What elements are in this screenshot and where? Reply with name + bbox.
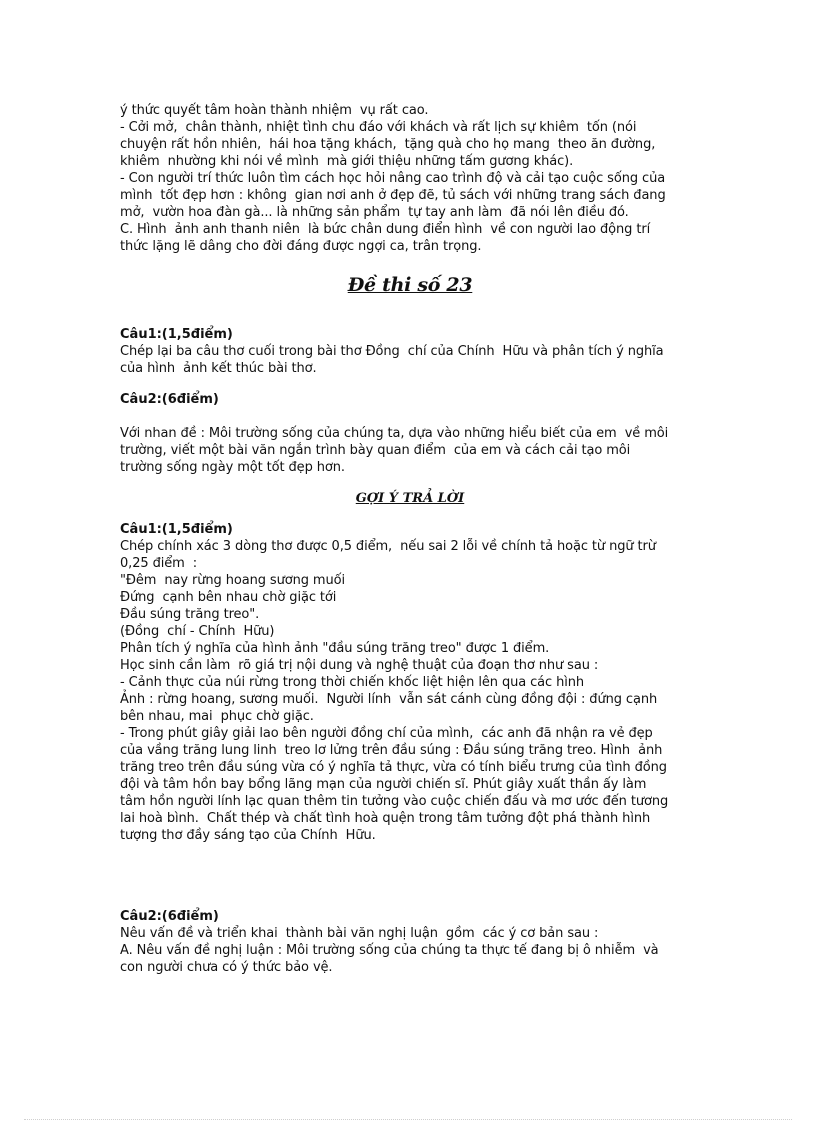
- text-line: mở, vườn hoa đàn gà... là những sản phẩm tự tay anh làm đã nói lên điều đó.: [120, 205, 629, 220]
- answer-1-label: Câu1:(1,5điểm): [120, 522, 233, 537]
- text-line: đội và tâm hồn bay bổng lãng mạn của người chiến sĩ. Phút giây xuất thần ấy làm: [120, 777, 647, 792]
- text-line: A. Nêu vấn đề nghị luận : Môi trường sống của chúng ta thực tế đang bị ô nhiễm và: [120, 943, 659, 958]
- text-line: Ảnh : rừng hoang, sương muối. Người lính vẫn sát cánh cùng đồng đội : đứng cạnh: [120, 692, 658, 707]
- text-line: Chép lại ba câu thơ cuối trong bài thơ Đồng chí của Chính Hữu và phân tích ý nghĩa: [120, 344, 664, 359]
- text-line: trăng treo trên đầu súng vừa có ý nghĩa tả thực, vừa có tính biểu trưng của tình đồng: [120, 760, 667, 775]
- poem-line: "Đêm nay rừng hoang sương muối: [120, 573, 345, 588]
- text-line: - Trong phút giây giải lao bên người đồng chí của mình, các anh đã nhận ra vẻ đẹp: [120, 726, 653, 741]
- answer-2-label: Câu2:(6điểm): [120, 909, 219, 924]
- text-line: Phân tích ý nghĩa của hình ảnh "đầu súng trăng treo" được 1 điểm.: [120, 641, 550, 656]
- text-line: - Cảnh thực của núi rừng trong thời chiến khốc liệt hiện lên qua các hình: [120, 675, 585, 690]
- text-line: trường sống ngày một tốt đẹp hơn.: [120, 460, 345, 475]
- text-line: con người chưa có ý thức bảo vệ.: [120, 960, 333, 975]
- intro-paragraph: [120, 102, 700, 255]
- text-line: bên nhau, mai phục chờ giặc.: [120, 709, 314, 724]
- text-line: 0,25 điểm :: [120, 556, 198, 571]
- text-line: - Cởi mở, chân thành, nhiệt tình chu đáo với khách và rất lịch sự khiêm tốn (nói: [120, 120, 637, 135]
- question-2: [120, 391, 700, 476]
- exam-title: Đề thi số 23: [347, 274, 473, 296]
- poem-line: Đứng cạnh bên nhau chờ giặc tới: [120, 590, 337, 605]
- text-line: ý thức quyết tâm hoàn thành nhiệm vụ rất cao.: [120, 103, 429, 118]
- text-line: trường, viết một bài văn ngắn trình bày quan điểm của em và cách cải tạo môi: [120, 443, 631, 458]
- question-2-label: Câu2:(6điểm): [120, 392, 219, 407]
- text-line: lai hoà bình. Chất thép và chất tình hoà quện trong tâm tưởng đột phá thành hình: [120, 811, 651, 826]
- text-line: thức lặng lẽ dâng cho đời đáng được ngợi ca, trân trọng.: [120, 239, 482, 254]
- poem-line: Đầu súng trăng treo".: [120, 607, 260, 622]
- text-line: tâm hồn người lính lạc quan thêm tin tưởng vào cuộc chiến đấu và mơ ước đến tương: [120, 794, 669, 809]
- text-line: chuyện rất hồn nhiên, hái hoa tặng khách, tặng quà cho họ mang theo ăn đường,: [120, 137, 656, 152]
- text-line: tượng thơ đầy sáng tạo của Chính Hữu.: [120, 828, 376, 843]
- answer-1: [120, 521, 700, 844]
- text-line: khiêm nhường khi nói về mình mà giới thiệu những tấm gương khác).: [120, 154, 574, 169]
- question-1: [120, 326, 700, 377]
- text-line: của hình ảnh kết thúc bài thơ.: [120, 361, 317, 376]
- text-line: Học sinh cần làm rõ giá trị nội dung và nghệ thuật của đoạn thơ như sau :: [120, 658, 599, 673]
- text-line: - Con người trí thức luôn tìm cách học hỏi nâng cao trình độ và cải tạo cuộc sống của: [120, 171, 666, 186]
- text-line: C. Hình ảnh anh thanh niên là bức chân dung điển hình về con người lao động trí: [120, 222, 651, 237]
- question-1-label: Câu1:(1,5điểm): [120, 327, 233, 342]
- text-line: Nêu vấn đề và triển khai thành bài văn nghị luận gồm các ý cơ bản sau :: [120, 926, 599, 941]
- answer-heading: GỢI Ý TRẢ LỜI: [355, 491, 465, 506]
- text-line: Chép chính xác 3 dòng thơ được 0,5 điểm, nếu sai 2 lỗi về chính tả hoặc từ ngữ trừ: [120, 539, 656, 554]
- document-page: [120, 102, 700, 976]
- poem-source: (Đồng chí - Chính Hữu): [120, 624, 275, 639]
- answer-2: [120, 908, 700, 976]
- text-line: của vầng trăng lung linh treo lơ lửng trên đầu súng : Đầu súng trăng treo. Hình ảnh: [120, 743, 663, 758]
- page-bottom-divider: [24, 1119, 792, 1120]
- text-line: mình tốt đẹp hơn : không gian nơi anh ở đẹp đẽ, tủ sách với những trang sách đang: [120, 188, 666, 203]
- text-line: Với nhan đề : Môi trường sống của chúng ta, dựa vào những hiểu biết của em về môi: [120, 426, 669, 441]
